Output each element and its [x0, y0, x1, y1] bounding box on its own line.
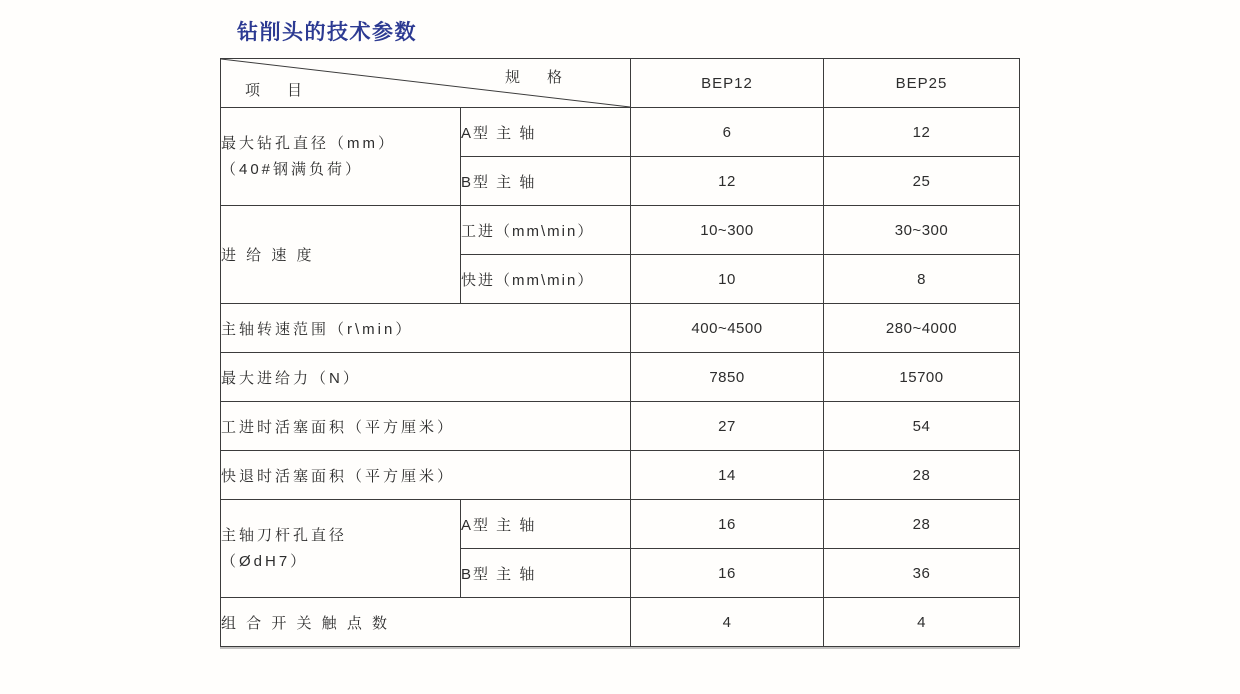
- value-max-drill-a-bep25: 12: [824, 108, 1020, 157]
- table-row: [221, 451, 1020, 500]
- value-rapid-feed-bep12: 10: [631, 255, 824, 304]
- value-work-feed-bep25: 30~300: [824, 206, 1020, 255]
- sub-label-rapid-feed: 快进（mm\min）: [461, 255, 631, 304]
- value-spindle-speed-bep12: 400~4500: [631, 304, 824, 353]
- row-label-piston-work: 工进时活塞面积（平方厘米）: [221, 402, 631, 451]
- value-max-drill-b-bep25: 25: [824, 157, 1020, 206]
- table-row: [221, 500, 1020, 549]
- row-label-line1: 最大钻孔直径（mm）: [221, 134, 396, 152]
- table-row: [221, 108, 1020, 157]
- value-piston-work-bep25: 54: [824, 402, 1020, 451]
- sub-label-b-spindle: B型 主 轴: [461, 157, 631, 206]
- corner-label-spec: 规 格: [504, 69, 568, 86]
- value-piston-retract-bep25: 28: [824, 451, 1020, 500]
- row-label-max-drill: [221, 108, 461, 206]
- sub-label-a-spindle: A型 主 轴: [461, 108, 631, 157]
- row-label-max-feed-force: 最大进给力（N）: [221, 353, 631, 402]
- row-label-feed-speed: 进 给 速 度: [221, 206, 461, 304]
- sub-label-b-spindle: B型 主 轴: [461, 549, 631, 598]
- column-header-bep12: BEP12: [631, 59, 824, 108]
- value-piston-retract-bep12: 14: [631, 451, 824, 500]
- value-toolbar-hole-a-bep12: 16: [631, 500, 824, 549]
- value-toolbar-hole-b-bep25: 36: [824, 549, 1020, 598]
- sub-label-a-spindle: A型 主 轴: [461, 500, 631, 549]
- row-label-line2: （40#钢满负荷）: [221, 160, 364, 178]
- table-row: [221, 598, 1020, 647]
- table-row: [221, 206, 1020, 255]
- value-toolbar-hole-a-bep25: 28: [824, 500, 1020, 549]
- value-max-drill-b-bep12: 12: [631, 157, 824, 206]
- value-max-drill-a-bep12: 6: [631, 108, 824, 157]
- value-max-feed-force-bep12: 7850: [631, 353, 824, 402]
- table-header-row: [221, 59, 1020, 108]
- corner-label-item: 项 目: [245, 82, 309, 99]
- table-row: [221, 402, 1020, 451]
- table-row: [221, 353, 1020, 402]
- value-switch-contacts-bep25: 4: [824, 598, 1020, 647]
- spec-table: [220, 58, 1020, 647]
- value-work-feed-bep12: 10~300: [631, 206, 824, 255]
- row-label-switch-contacts: 组 合 开 关 触 点 数: [221, 598, 631, 647]
- column-header-bep25: BEP25: [824, 59, 1020, 108]
- row-label-line1: 主轴刀杆孔直径: [221, 526, 348, 544]
- diagonal-header-cell: [221, 59, 631, 108]
- row-label-spindle-speed: 主轴转速范围（r\min）: [221, 304, 631, 353]
- value-switch-contacts-bep12: 4: [631, 598, 824, 647]
- value-piston-work-bep12: 27: [631, 402, 824, 451]
- page-title: 钻削头的技术参数: [237, 21, 417, 44]
- table-row: [221, 304, 1020, 353]
- value-rapid-feed-bep25: 8: [824, 255, 1020, 304]
- value-toolbar-hole-b-bep12: 16: [631, 549, 824, 598]
- row-label-piston-retract: 快退时活塞面积（平方厘米）: [221, 451, 631, 500]
- row-label-toolbar-hole: [221, 500, 461, 598]
- value-max-feed-force-bep25: 15700: [824, 353, 1020, 402]
- row-label-line2: （ØdH7）: [221, 552, 309, 570]
- value-spindle-speed-bep25: 280~4000: [824, 304, 1020, 353]
- sub-label-work-feed: 工进（mm\min）: [461, 206, 631, 255]
